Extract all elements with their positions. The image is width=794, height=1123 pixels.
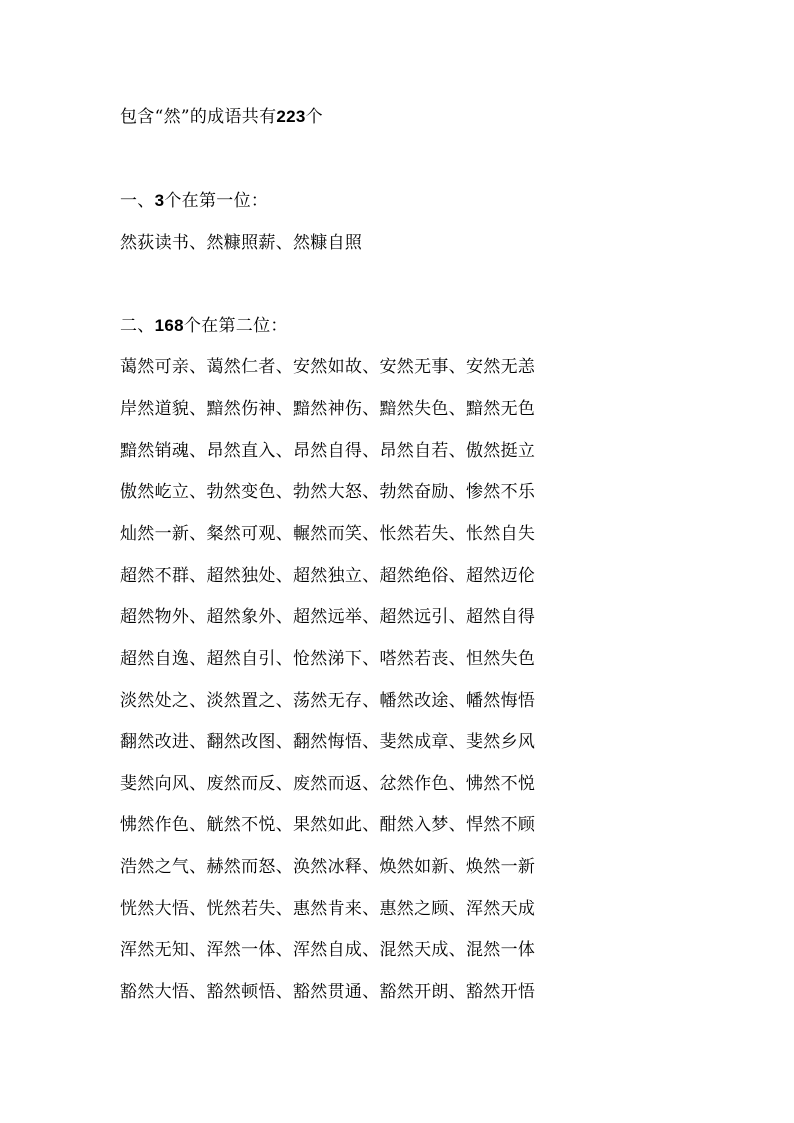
document-title (120, 106, 323, 128)
section2-line: 浩然之气、赫然而怒、涣然冰释、焕然如新、焕然一新 (120, 857, 536, 877)
section1-count: 3 (154, 191, 165, 210)
section2-line: 超然自逸、超然自引、怆然涕下、嗒然若丧、怛然失色 (120, 649, 536, 669)
section2-count: 168 (154, 316, 184, 335)
section2-line: 翻然改进、翻然改图、翻然悔悟、斐然成章、斐然乡风 (120, 732, 536, 752)
section2-line: 蔼然可亲、蔼然仁者、安然如故、安然无事、安然无恙 (120, 357, 536, 377)
section2-line: 恍然大悟、恍然若失、惠然肯来、惠然之顾、浑然天成 (120, 899, 536, 919)
section1-line: 然荻读书、然糠照薪、然糠自照 (120, 233, 363, 253)
title-prefix: 包含“然”的成语共有 (120, 107, 277, 127)
section2-line: 黯然销魂、昂然直入、昂然自得、昂然自若、傲然挺立 (120, 441, 536, 461)
section2-line: 超然不群、超然独处、超然独立、超然绝俗、超然迈伦 (120, 566, 536, 586)
section2-heading (120, 315, 288, 337)
section2-line: 傲然屹立、勃然变色、勃然大怒、勃然奋励、惨然不乐 (120, 482, 536, 502)
section2-line: 浑然无知、浑然一体、浑然自成、混然天成、混然一体 (120, 940, 536, 960)
section2-line: 岸然道貌、黯然伤神、黯然神伤、黯然失色、黯然无色 (120, 399, 536, 419)
section1-prefix: 一、 (120, 191, 155, 211)
section2-line: 斐然向风、废然而反、废然而返、忿然作色、怫然不悦 (120, 774, 536, 794)
section2-prefix: 二、 (120, 316, 155, 336)
section2-line: 怫然作色、觥然不悦、果然如此、酣然入梦、悍然不顾 (120, 815, 536, 835)
section2-line: 豁然大悟、豁然顿悟、豁然贯通、豁然开朗、豁然开悟 (120, 982, 536, 1002)
section2-line: 淡然处之、淡然置之、荡然无存、幡然改途、幡然悔悟 (120, 691, 536, 711)
section2-line: 超然物外、超然象外、超然远举、超然远引、超然自得 (120, 607, 536, 627)
title-suffix: 个 (305, 107, 323, 127)
section2-line: 灿然一新、粲然可观、輾然而笑、怅然若失、怅然自失 (120, 524, 536, 544)
section2-suffix: 个在第二位： (183, 316, 288, 336)
section1-heading (120, 190, 268, 212)
title-count: 223 (276, 107, 306, 126)
section1-suffix: 个在第一位： (164, 191, 269, 211)
